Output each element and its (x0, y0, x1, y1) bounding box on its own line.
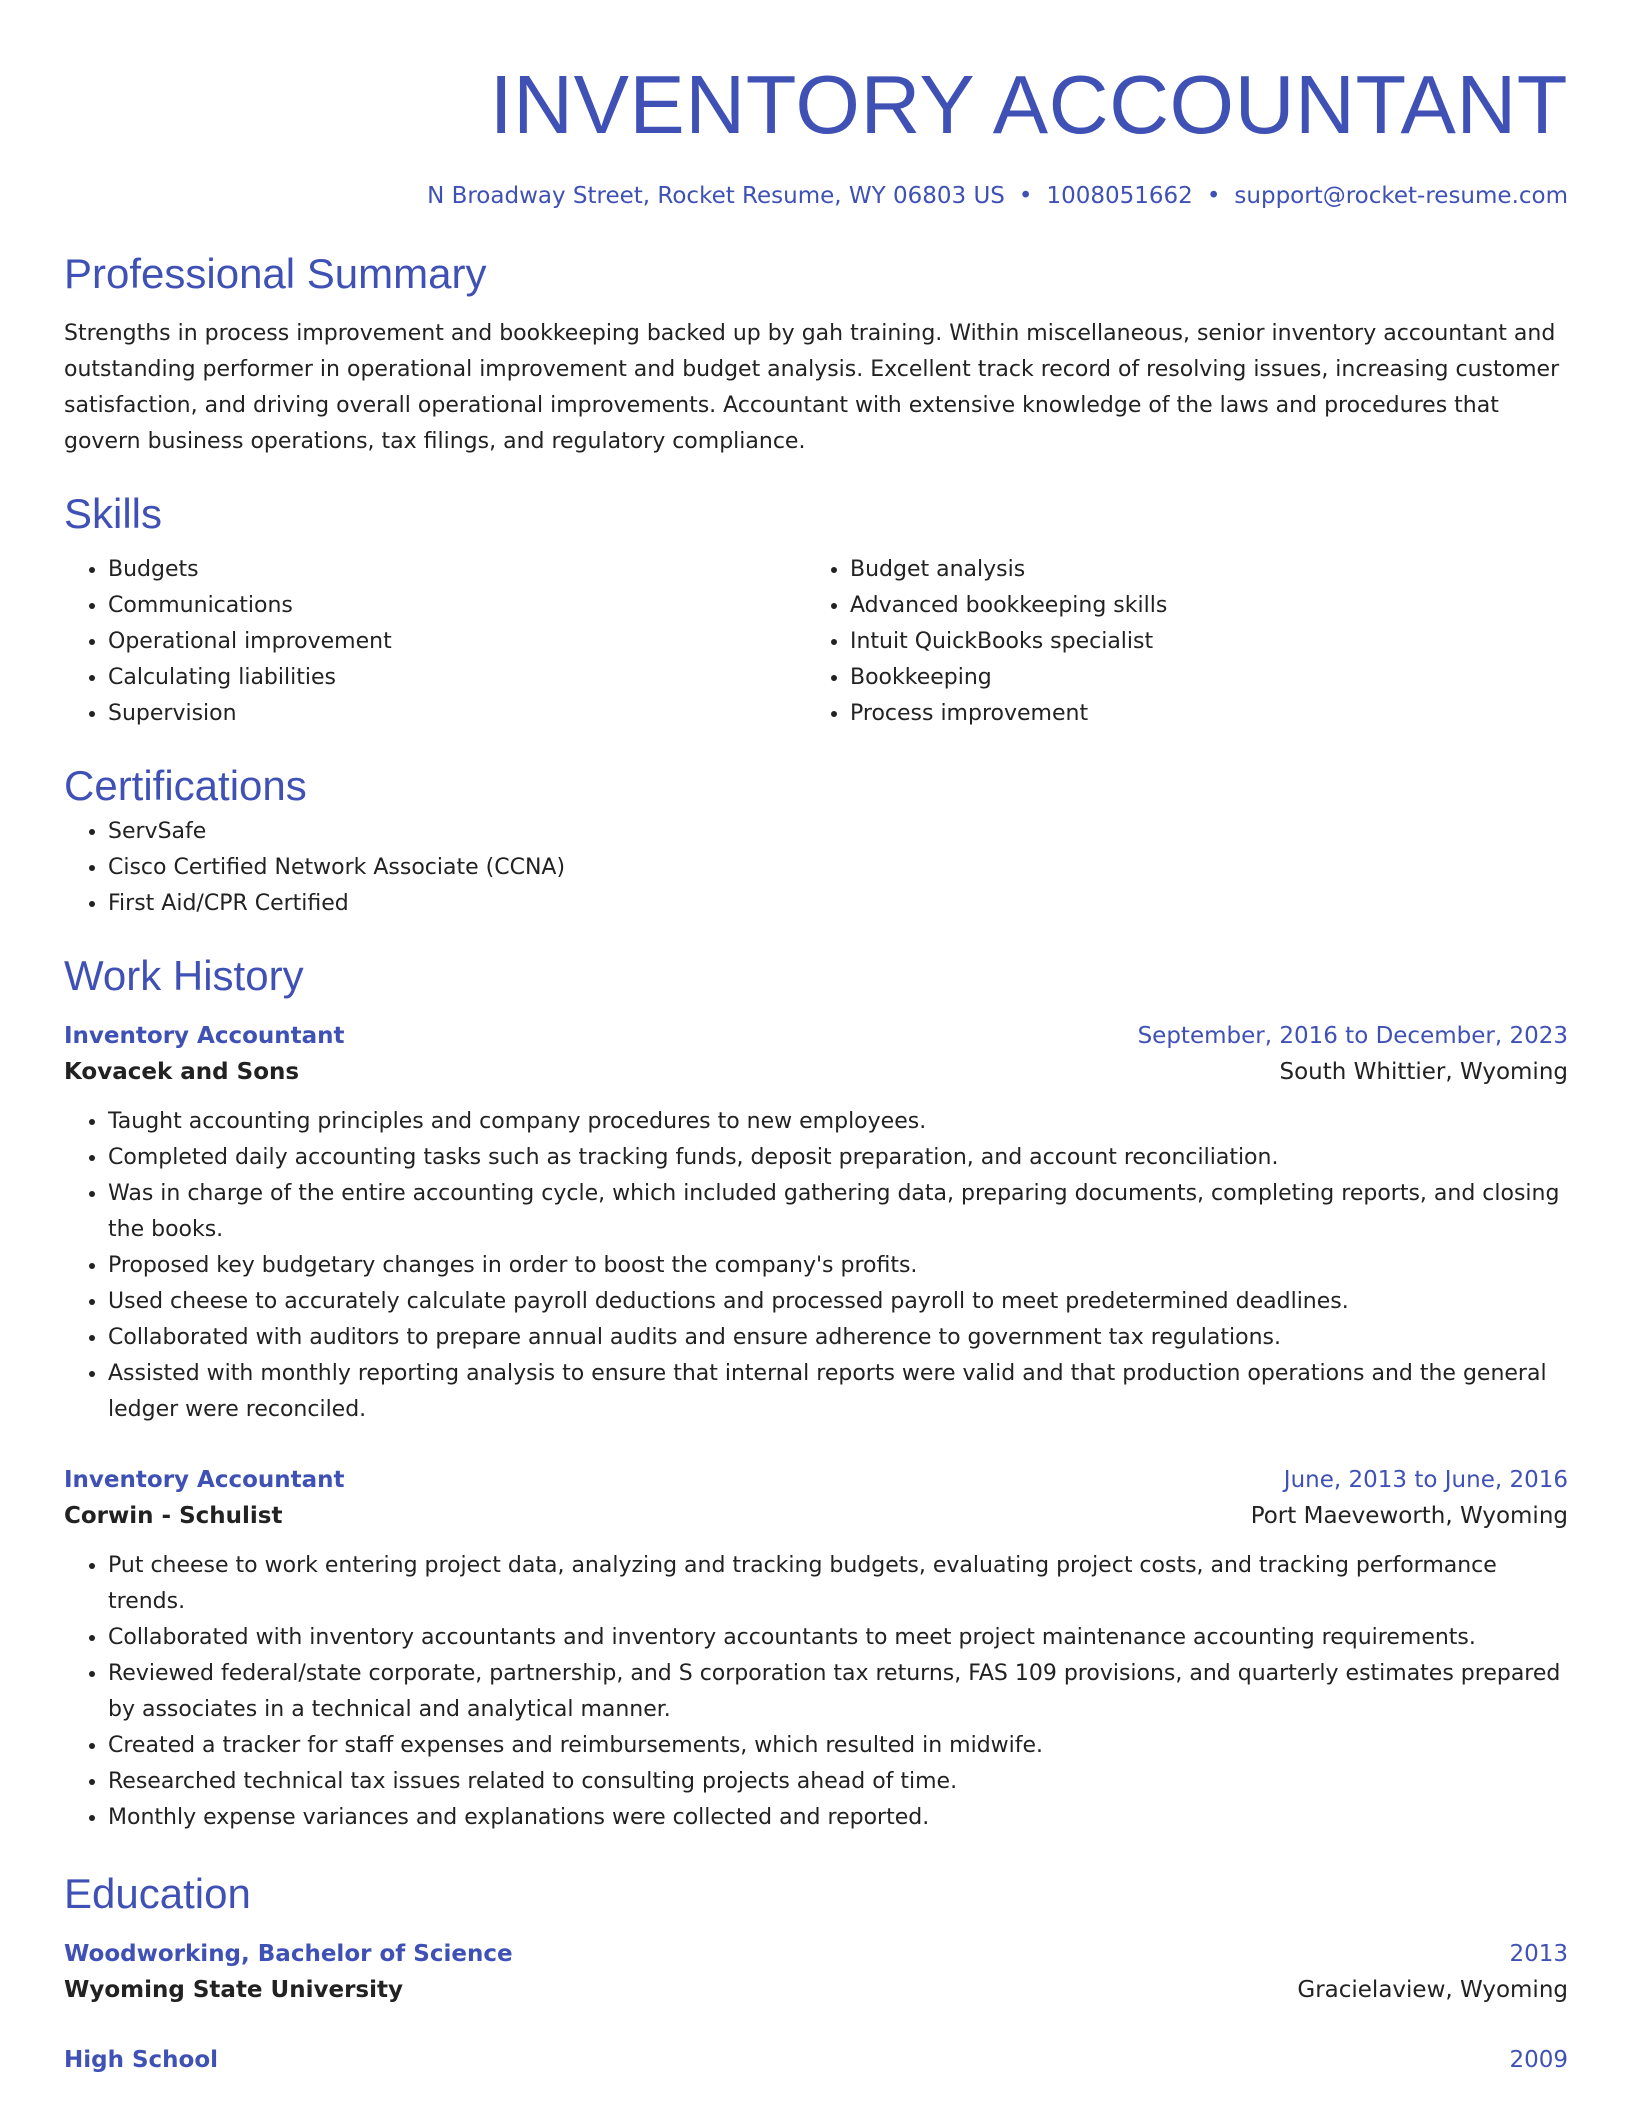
job-duty: • Collaborated with inventory accountants and inventory accountants to meet project maintenance accounting requirements. (108, 1620, 1568, 1656)
skill-item: • Operational improvement (108, 624, 806, 660)
section-title-work-history: Work History (64, 952, 304, 999)
certification-item: • ServSafe (108, 814, 1568, 850)
job-duty: • Put cheese to work entering project data, analyzing and tracking budgets, evaluating project costs, and tracking performance trends. (108, 1548, 1568, 1620)
separator-dot: • (1206, 183, 1221, 209)
degree: High School (64, 2047, 219, 2073)
resume-header (64, 50, 1568, 212)
job-location: Port Maeveworth, Wyoming (1250, 1503, 1568, 1529)
skill-item: • Budget analysis (850, 552, 1566, 588)
education-section (64, 1866, 1568, 2078)
separator-dot: • (1018, 183, 1033, 209)
job-location: South Whittier, Wyoming (1279, 1059, 1568, 1085)
school-name: Wyoming State University (64, 1977, 403, 2003)
skill-item: • Calculating liabilities (108, 660, 806, 696)
job-entry (64, 1018, 1568, 1428)
job-title: Inventory Accountant (64, 1023, 345, 1049)
section-title-skills: Skills (64, 490, 163, 537)
job-duties-list (64, 1548, 1568, 1836)
skill-item: • Process improvement (850, 696, 1566, 732)
address: N Broadway Street, Rocket Resume, WY 06803 US (427, 183, 1005, 209)
skill-item: • Intuit QuickBooks specialist (850, 624, 1566, 660)
job-dates: September, 2016 to December, 2023 (1137, 1023, 1568, 1049)
school-location: Gracielaview, Wyoming (1297, 1977, 1568, 2003)
education-entry (64, 1936, 1568, 2008)
section-title-certifications: Certifications (64, 762, 307, 809)
job-duty: • Collaborated with auditors to prepare annual audits and ensure adherence to government tax regulations. (108, 1320, 1568, 1356)
job-duty: • Proposed key budgetary changes in order to boost the company's profits. (108, 1248, 1568, 1284)
certification-item: • Cisco Certified Network Associate (CCNA) (108, 850, 1568, 886)
degree: Woodworking, Bachelor of Science (64, 1941, 513, 1967)
skill-item: • Supervision (108, 696, 806, 732)
job-duty: • Created a tracker for staff expenses and reimbursements, which resulted in midwife. (108, 1728, 1568, 1764)
graduation-year: 2013 (1509, 1941, 1568, 1967)
job-duty: • Taught accounting principles and company procedures to new employees. (108, 1104, 1568, 1140)
job-duty: • Monthly expense variances and explanations were collected and reported. (108, 1800, 1568, 1836)
job-duty: • Researched technical tax issues related to consulting projects ahead of time. (108, 1764, 1568, 1800)
section-title-education: Education (64, 1870, 251, 1917)
company-name: Corwin - Schulist (64, 1503, 283, 1529)
company-name: Kovacek and Sons (64, 1059, 300, 1085)
skill-item: • Advanced bookkeeping skills (850, 588, 1566, 624)
summary-text: Strengths in process improvement and bookkeeping backed up by gah training. Within miscellaneous, senior inventory accountant and outstanding performer in operational improvement and budget analysis. Excellent track record of resolving issues, increasing customer satisfaction, and driving overall operational improvements. Accountant with extensive knowledge of the laws and procedures that govern business operations, tax filings, and regulatory compliance. (64, 321, 1560, 454)
work-history-section (64, 948, 1568, 1836)
skill-item: • Communications (108, 588, 806, 624)
email-link[interactable]: support@rocket-resume.com (1234, 183, 1568, 209)
phone: 1008051662 (1046, 183, 1193, 209)
job-duties-list (64, 1104, 1568, 1428)
skills-list-right (806, 552, 1566, 732)
job-duty: • Used cheese to accurately calculate payroll deductions and processed payroll to meet predetermined deadlines. (108, 1284, 1568, 1320)
skill-item: • Budgets (108, 552, 806, 588)
contact-line (64, 180, 1568, 212)
skill-item: • Bookkeeping (850, 660, 1566, 696)
job-entry (64, 1462, 1568, 1836)
summary-section (64, 246, 1568, 460)
job-duty: • Reviewed federal/state corporate, partnership, and S corporation tax returns, FAS 109 provisions, and quarterly estimates prepared by associates in a technical and analytical manner. (108, 1656, 1568, 1728)
skills-list-left (64, 552, 806, 732)
graduation-year: 2009 (1509, 2047, 1568, 2073)
certifications-section (64, 758, 1568, 922)
job-title: Inventory Accountant (64, 1467, 345, 1493)
skills-section (64, 486, 1568, 732)
job-dates: June, 2013 to June, 2016 (1283, 1467, 1568, 1493)
section-title-summary: Professional Summary (64, 250, 487, 297)
job-duty: • Was in charge of the entire accounting cycle, which included gathering data, preparing documents, completing reports, and closing the books. (108, 1176, 1568, 1248)
education-entry (64, 2042, 1568, 2078)
skills-grid (64, 552, 1568, 732)
job-duty: • Completed daily accounting tasks such as tracking funds, deposit preparation, and account reconciliation. (108, 1140, 1568, 1176)
certifications-list (64, 814, 1568, 922)
job-duty: • Assisted with monthly reporting analysis to ensure that internal reports were valid and that production operations and the general ledger were reconciled. (108, 1356, 1568, 1428)
certification-item: • First Aid/CPR Certified (108, 886, 1568, 922)
job-title-heading: INVENTORY ACCOUNTANT (489, 58, 1568, 151)
